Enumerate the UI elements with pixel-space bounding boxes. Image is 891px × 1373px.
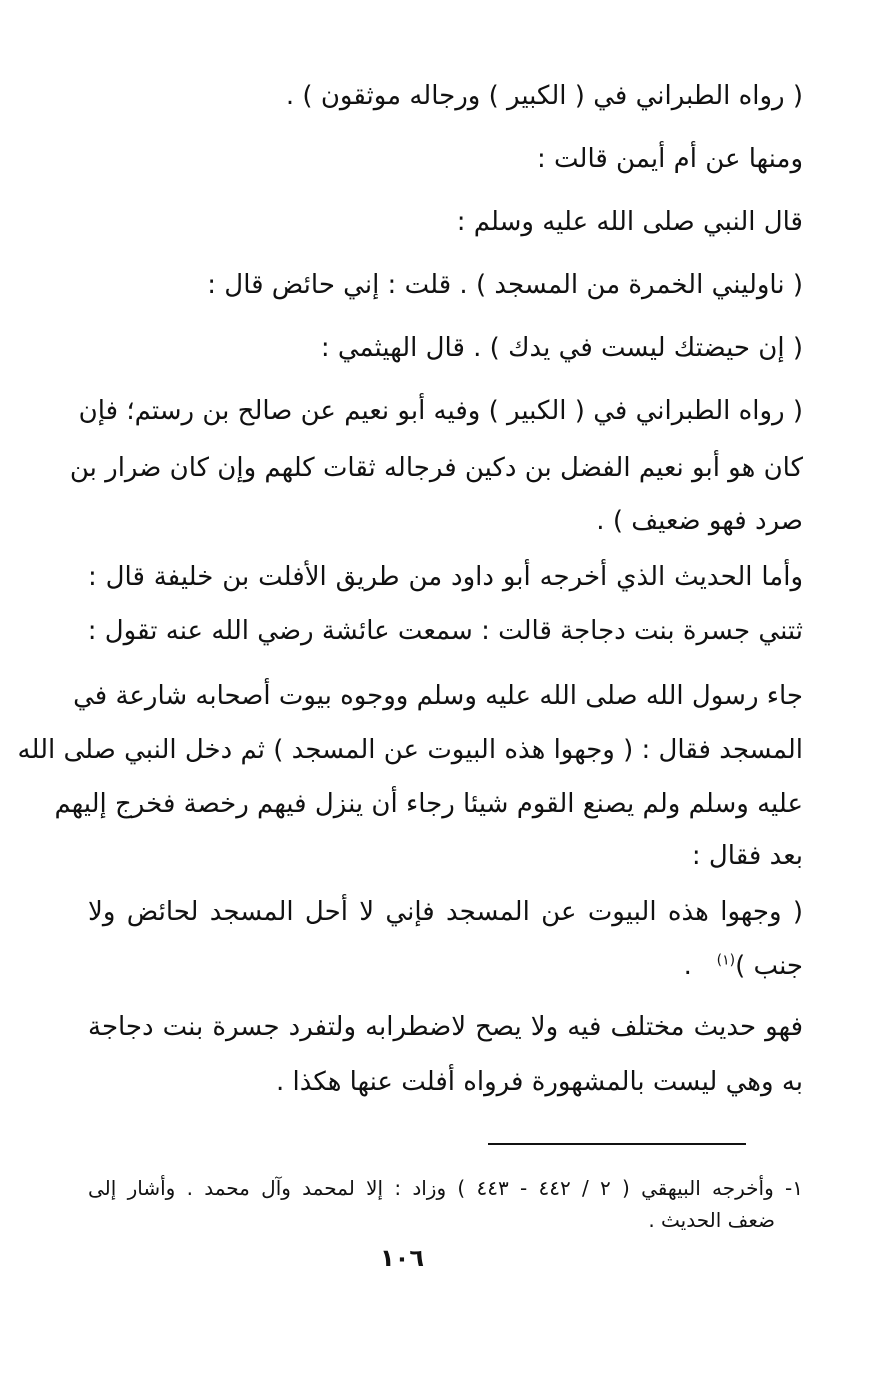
footnote-line: ١- وأخرجه البيهقي ( ٢ / ٤٤٢ - ٤٤٣ ) وزاد : إلا لمحمد وآل محمد . وأشار إلى bbox=[88, 1176, 803, 1200]
text-line bbox=[88, 948, 803, 984]
text-line: ومنها عن أم أيمن قالت : bbox=[536, 144, 803, 174]
text-line: بعد فقال : bbox=[691, 841, 803, 871]
footnote-separator bbox=[488, 1143, 746, 1145]
text-line: ( إن حيضتك ليست في يدك ) . قال الهيثمي : bbox=[320, 333, 803, 363]
text-line: كان هو أبو نعيم الفضل بن دكين فرجاله ثقات كلهم وإن كان ضرار بن bbox=[69, 453, 803, 483]
text-line: جاء رسول الله صلى الله عليه وسلم ووجوه بيوت أصحابه شارعة في bbox=[73, 681, 803, 711]
text-line: المسجد فقال : ( وجهوا هذه البيوت عن المسجد ) ثم دخل النبي صلى الله bbox=[17, 735, 803, 765]
text-line: ثتني جسرة بنت دجاجة قالت : سمعت عائشة رضي الله عنه تقول : bbox=[87, 616, 803, 646]
text-line: صرد فهو ضعيف ) . bbox=[596, 506, 803, 536]
text-line: عليه وسلم ولم يصنع القوم شيئا رجاء أن ينزل فيهم رخصة فخرج إليهم bbox=[54, 789, 803, 819]
text-line: ( وجهوا هذه البيوت عن المسجد فإني لا أحل المسجد لحائض ولا bbox=[88, 897, 803, 927]
text-line: فهو حديث مختلف فيه ولا يصح لاضطرابه ولتفرد جسرة بنت دجاجة bbox=[88, 1012, 803, 1042]
text-line: ( ناوليني الخمرة من المسجد ) . قلت : إني حائض قال : bbox=[207, 270, 803, 300]
text-line: ( رواه الطبراني في ( الكبير ) وفيه أبو نعيم عن صالح بن رستم؛ فإن bbox=[78, 396, 803, 426]
text-line: قال النبي صلى الله عليه وسلم : bbox=[456, 207, 803, 237]
text-fragment: جنب ) bbox=[735, 951, 803, 981]
text-line: وأما الحديث الذي أخرجه أبو داود من طريق الأفلت بن خليفة قال : bbox=[88, 562, 803, 592]
footnote-line: ضعف الحديث . bbox=[648, 1208, 775, 1232]
page-number: ١٠٦ bbox=[380, 1244, 424, 1272]
text-fragment: . bbox=[683, 951, 692, 981]
text-line: ( رواه الطبراني في ( الكبير ) ورجاله موثقون ) . bbox=[285, 81, 803, 111]
text-line: به وهي ليست بالمشهورة فرواه أفلت عنها هكذا . bbox=[275, 1067, 803, 1097]
footnote-reference: (١) bbox=[716, 952, 736, 969]
